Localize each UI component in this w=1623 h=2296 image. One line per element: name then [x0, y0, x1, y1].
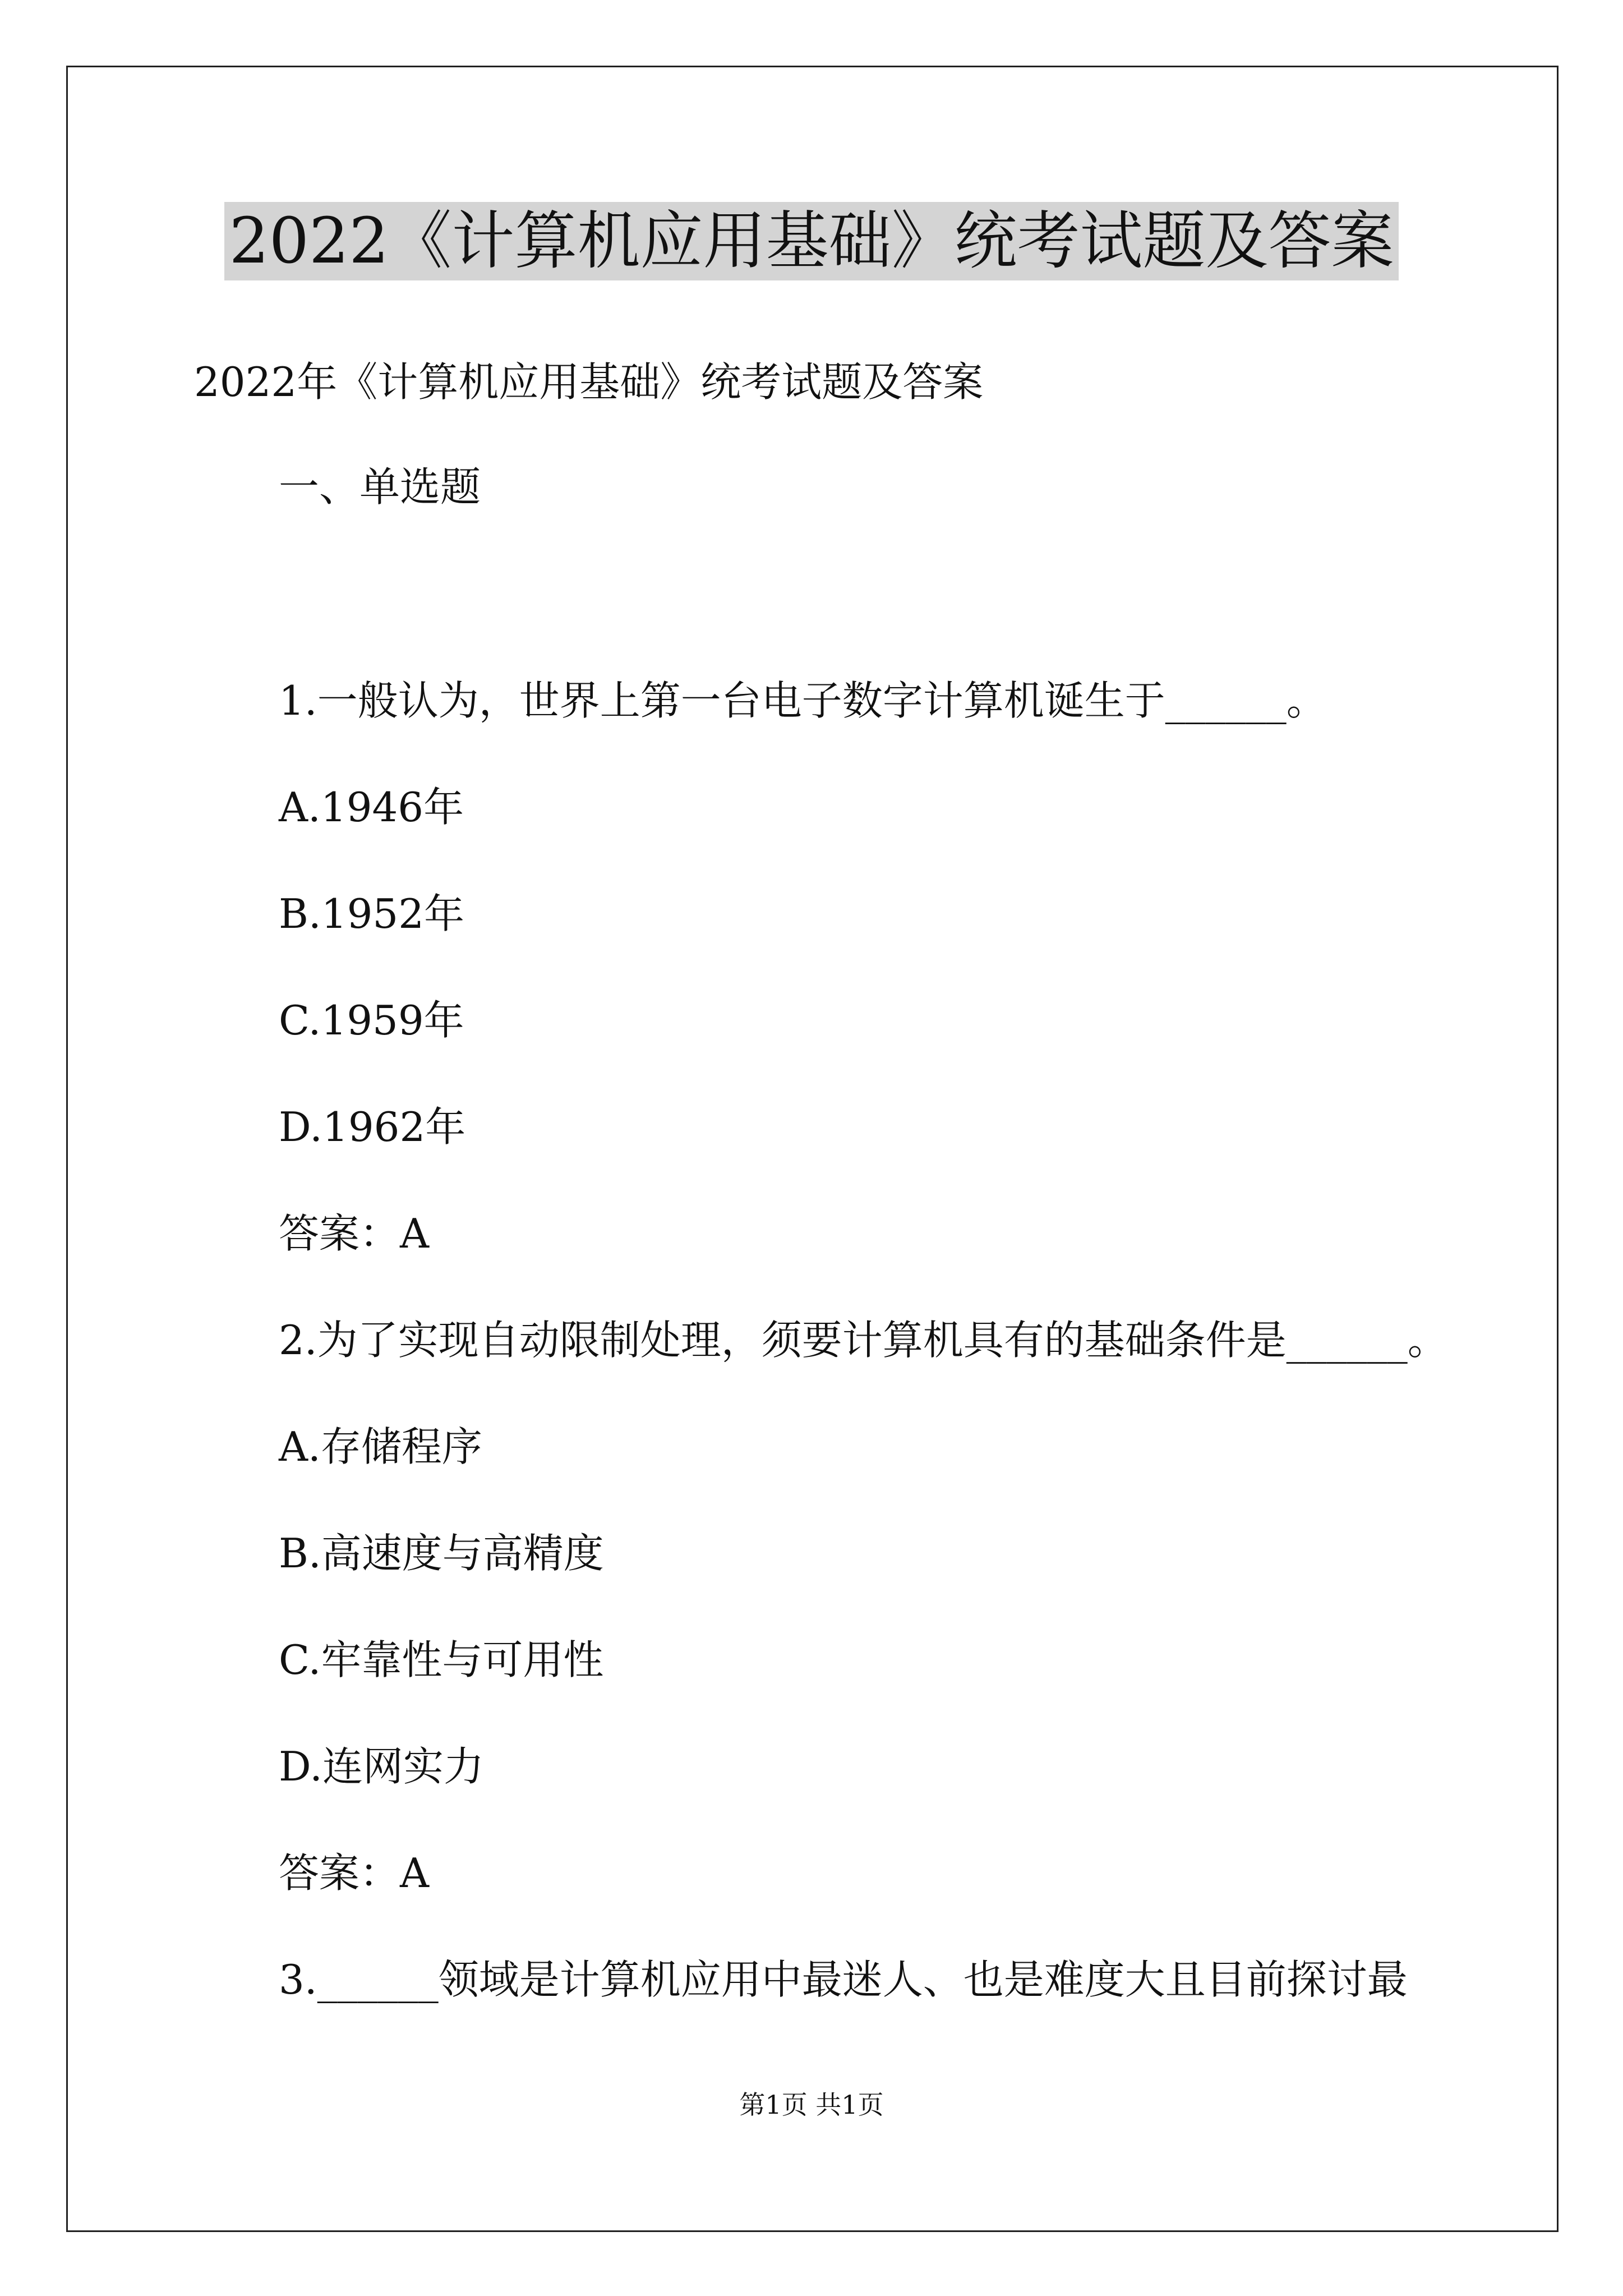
- page-footer: 第1页 共1页: [739, 2090, 884, 2120]
- question-2: 2.为了实现自动限制处理，须要计算机具有的基础条件是______。: [279, 1317, 1448, 1364]
- q1-option-c: C.1959年: [279, 997, 464, 1044]
- q2-option-a: A.存储程序: [279, 1423, 482, 1470]
- q2-option-b: B.高速度与高精度: [279, 1530, 604, 1577]
- q2-option-d: D.连网实力: [279, 1743, 485, 1790]
- question-1: 1.一般认为，世界上第一台电子数字计算机诞生于______。: [279, 677, 1327, 724]
- document-title: 2022《计算机应用基础》统考试题及答案: [224, 202, 1398, 280]
- q1-option-d: D.1962年: [279, 1103, 466, 1151]
- q1-answer: 答案：A: [279, 1210, 429, 1257]
- subtitle-line: 2022年《计算机应用基础》统考试题及答案: [194, 358, 984, 406]
- q2-answer: 答案：A: [279, 1849, 429, 1897]
- q1-option-a: A.1946年: [279, 784, 464, 831]
- q2-option-c: C.牢靠性与可用性: [279, 1636, 604, 1683]
- title-container: [0, 202, 1623, 280]
- question-3: 3.______领域是计算机应用中最迷人、也是难度大且目前探讨最: [279, 1956, 1408, 2003]
- q1-option-b: B.1952年: [279, 890, 465, 937]
- section-heading: 一、单选题: [279, 463, 481, 510]
